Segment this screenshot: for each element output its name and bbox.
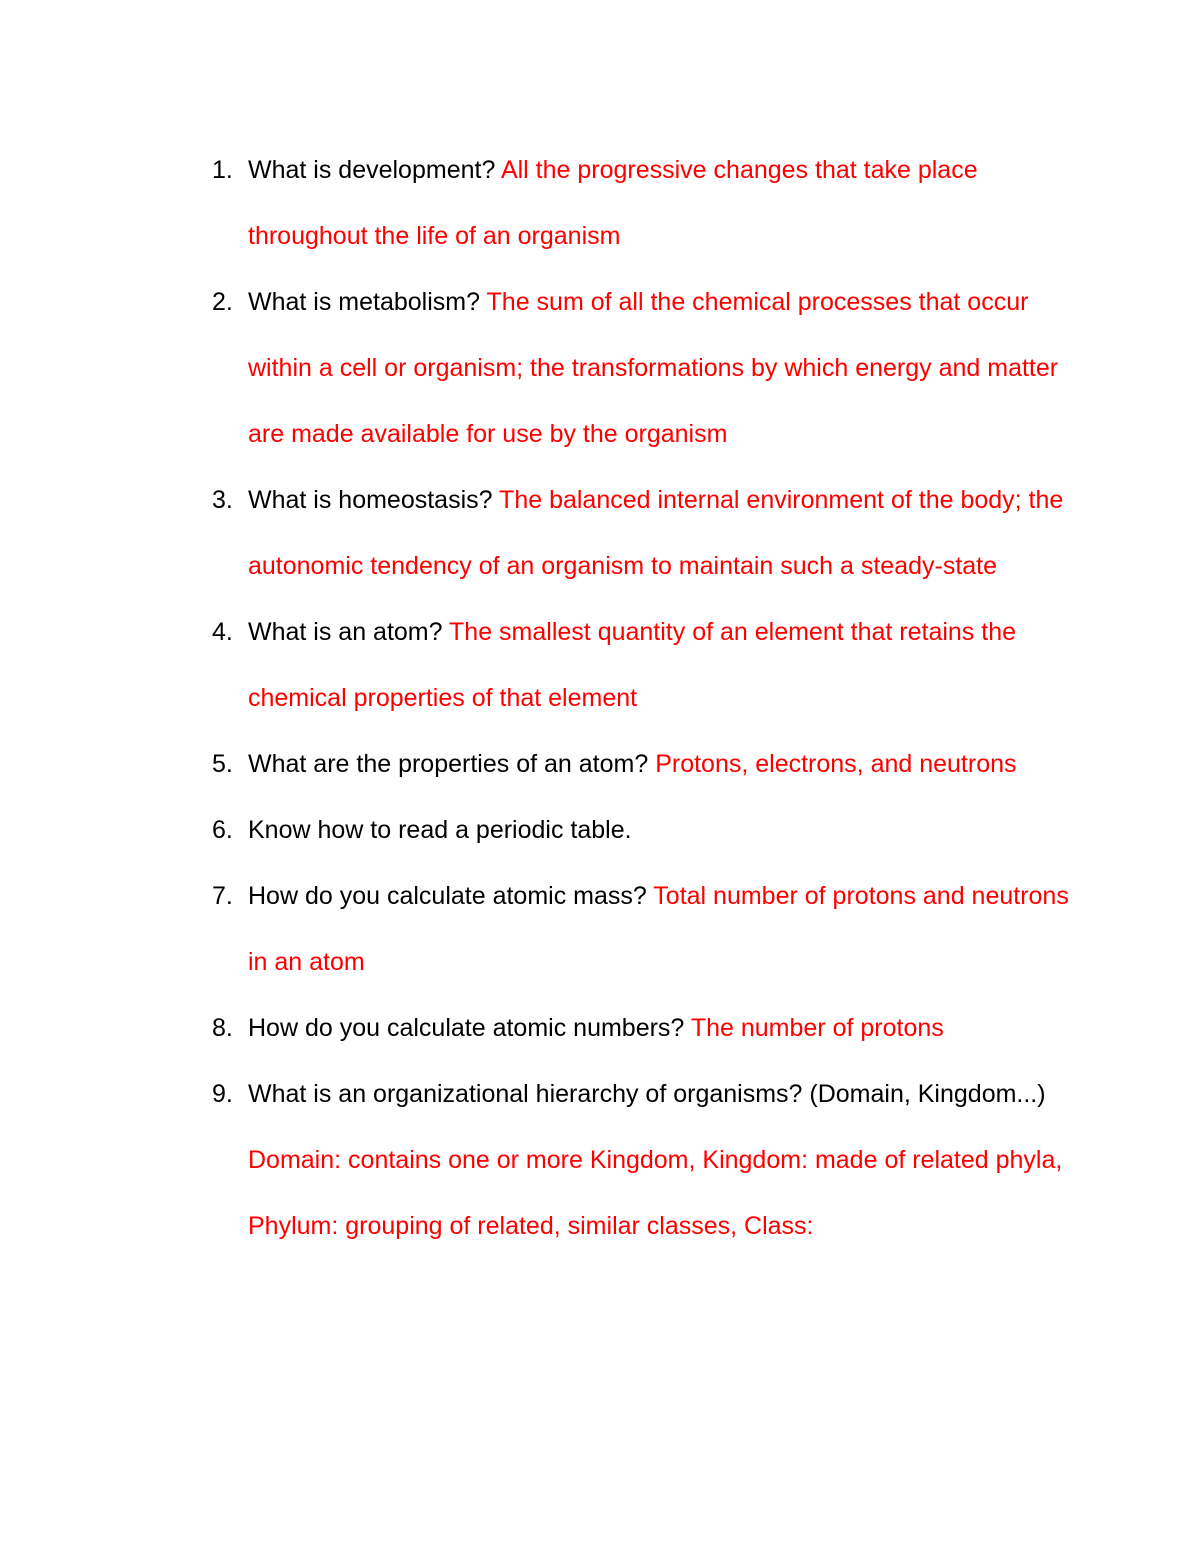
answer-text: The number of protons bbox=[690, 1014, 944, 1042]
item-number: 7. bbox=[212, 882, 233, 910]
list-item bbox=[212, 863, 1092, 995]
list-item bbox=[212, 797, 1092, 863]
question-text: What is an atom? bbox=[248, 618, 443, 646]
list-item bbox=[212, 1061, 1092, 1259]
question-text: Know how to read a periodic table. bbox=[248, 816, 632, 844]
list-item bbox=[212, 269, 1092, 467]
list-item bbox=[212, 467, 1092, 599]
question-text: What is development? bbox=[248, 156, 496, 184]
question-list bbox=[212, 137, 1092, 1259]
item-number: 3. bbox=[212, 486, 233, 514]
item-number: 6. bbox=[212, 816, 233, 844]
question-text: What are the properties of an atom? bbox=[248, 750, 649, 778]
question-text: What is an organizational hierarchy of organisms? (Domain, Kingdom...) bbox=[248, 1080, 1046, 1108]
list-item bbox=[212, 137, 1092, 269]
answer-text: The balanced internal environment of the body; the autonomic tendency of an organism to maintain such a steady-state bbox=[248, 486, 1064, 580]
answer-text: Protons, electrons, and neutrons bbox=[655, 750, 1017, 778]
answer-text: Total number of protons and neutrons in an atom bbox=[248, 882, 1069, 976]
item-number: 5. bbox=[212, 750, 233, 778]
list-item bbox=[212, 599, 1092, 731]
list-item bbox=[212, 731, 1092, 797]
answer-text: Domain: contains one or more Kingdom, Kingdom: made of related phyla, Phylum: grouping of related, similar classes, Class: bbox=[248, 1146, 1063, 1240]
item-number: 4. bbox=[212, 618, 233, 646]
item-number: 1. bbox=[212, 156, 233, 184]
question-text: What is homeostasis? bbox=[248, 486, 493, 514]
question-text: How do you calculate atomic mass? bbox=[248, 882, 647, 910]
list-item bbox=[212, 995, 1092, 1061]
answer-text: The smallest quantity of an element that retains the chemical properties of that element bbox=[248, 618, 1017, 712]
question-text: What is metabolism? bbox=[248, 288, 481, 316]
answer-text: All the progressive changes that take place throughout the life of an organism bbox=[248, 156, 978, 250]
item-number: 9. bbox=[212, 1080, 233, 1108]
answer-text: The sum of all the chemical processes that occur within a cell or organism; the transformations by which energy and matter are made available for use by the organism bbox=[248, 288, 1059, 448]
item-number: 2. bbox=[212, 288, 233, 316]
question-text: How do you calculate atomic numbers? bbox=[248, 1014, 685, 1042]
item-number: 8. bbox=[212, 1014, 233, 1042]
